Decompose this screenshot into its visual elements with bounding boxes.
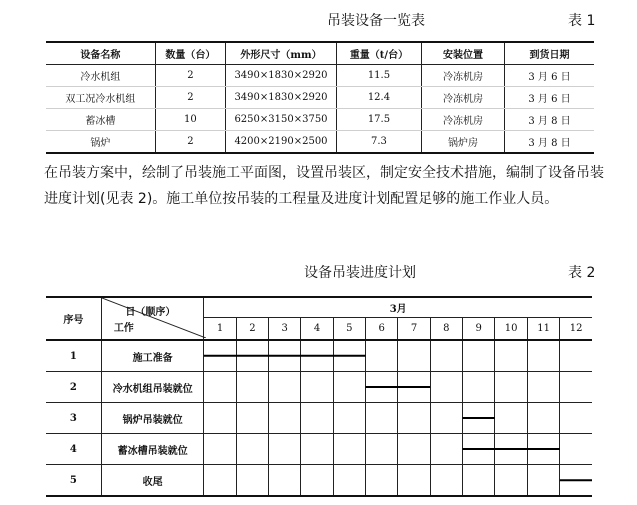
cell: 双工况冷水机组 [46,87,155,109]
day-slot [333,340,365,372]
day-slot [463,465,495,497]
cell: 7.3 [336,131,421,154]
day-slot [398,465,430,497]
seq-cell: 2 [46,372,101,403]
diagonal-header [101,297,204,340]
day-slot [560,372,592,403]
seq-header: 序号 [46,297,101,340]
day-slot [495,340,528,372]
cell: 11.5 [336,65,421,87]
day-slot [463,340,495,372]
day-slot [527,434,560,465]
cell: 3 月 8 日 [505,131,594,154]
day-slot [366,372,398,403]
day-cell: 7 [398,318,430,341]
day-slot [269,372,301,403]
cell: 6250×3150×3750 [226,109,337,131]
day-slot [301,434,333,465]
header-cell: 设备名称 [46,42,155,65]
day-cell: 9 [463,318,495,341]
day-slot [269,403,301,434]
cell: 3490×1830×2920 [226,65,337,87]
task-name-cell: 冷水机组吊装就位 [101,372,204,403]
work-label: 工作 [113,323,134,334]
cell: 17.5 [336,109,421,131]
day-slot [301,465,333,497]
day-slot [398,340,430,372]
day-slot [269,340,301,372]
task-name-cell: 蓄冰槽吊装就位 [101,434,204,465]
cell: 2 [155,65,225,87]
table1-title: 吊装设备一览表 [327,13,425,29]
day-slot [463,434,495,465]
table-row [46,403,592,434]
day-slot [301,403,333,434]
cell: 12.4 [336,87,421,109]
day-slot [333,372,365,403]
table-row [46,434,592,465]
day-slot [560,465,592,497]
day-slot [398,434,430,465]
table1-label: 表 1 [568,13,596,29]
cell: 锅炉 [46,131,155,154]
header-cell: 到货日期 [505,42,594,65]
seq-cell: 1 [46,340,101,372]
day-slot [301,340,333,372]
day-slot [301,372,333,403]
task-name-cell: 收尾 [101,465,204,497]
day-slot [236,465,268,497]
header-cell: 重量（t/台） [336,42,421,65]
cell: 2 [155,131,225,154]
body-paragraph: 在吊装方案中，绘制了吊装施工平面图，设置吊装区，制定安全技术措施，编制了设备吊装进度计划(见表 2)。施工单位按吊装的工程量及进度计划配置足够的施工作业人员。 [44,165,604,207]
table-row [46,465,592,497]
day-slot [333,403,365,434]
day-slot [560,403,592,434]
day-slot [204,372,236,403]
cell: 冷冻机房 [422,87,505,109]
day-slot [398,403,430,434]
day-slot [430,465,462,497]
day-cell: 1 [204,318,236,341]
seq-cell: 4 [46,434,101,465]
day-cell: 4 [301,318,333,341]
cell: 3 月 6 日 [505,65,594,87]
day-slot [204,434,236,465]
day-slot [463,372,495,403]
cell: 2 [155,87,225,109]
header-cell: 外形尺寸（mm） [226,42,337,65]
day-slot [527,403,560,434]
day-slot [463,403,495,434]
day-cell: 12 [560,318,592,341]
task-name-cell: 锅炉吊装就位 [101,403,204,434]
header-cell: 安装位置 [422,42,505,65]
month-header: 3月 [204,297,592,318]
day-slot [333,465,365,497]
task-name-cell: 施工准备 [101,340,204,372]
day-slot [236,434,268,465]
cell: 3490×1830×2920 [226,87,337,109]
day-cell: 3 [269,318,301,341]
day-slot [333,434,365,465]
table-row [46,372,592,403]
schedule-table [46,296,592,497]
day-slot [527,465,560,497]
day-slot [366,403,398,434]
day-slot [204,465,236,497]
table2-label: 表 2 [568,265,596,281]
day-slot [527,340,560,372]
day-slot [527,372,560,403]
day-cell: 10 [495,318,528,341]
day-slot [236,403,268,434]
seq-cell: 5 [46,465,101,497]
cell: 4200×2190×2500 [226,131,337,154]
day-cell: 6 [366,318,398,341]
day-cell: 2 [236,318,268,341]
day-slot [495,434,528,465]
day-slot [236,372,268,403]
cell: 3 月 6 日 [505,87,594,109]
table-row [46,340,592,372]
day-cell: 5 [333,318,365,341]
day-slot [269,434,301,465]
cell: 锅炉房 [422,131,505,154]
cell: 10 [155,109,225,131]
day-slot [366,434,398,465]
cell: 蓄冰槽 [46,109,155,131]
day-slot [430,434,462,465]
day-slot [236,340,268,372]
seq-cell: 3 [46,403,101,434]
cell: 3 月 8 日 [505,109,594,131]
header-cell: 数量（台） [155,42,225,65]
day-slot [495,465,528,497]
table2-title: 设备吊装进度计划 [304,265,416,281]
day-slot [366,465,398,497]
table-header-row [46,297,592,318]
day-slot [398,372,430,403]
day-cell: 8 [430,318,462,341]
day-slot [430,340,462,372]
day-slot [495,372,528,403]
day-cell: 11 [527,318,560,341]
day-slot [430,372,462,403]
day-slot [430,403,462,434]
cell: 冷水机组 [46,65,155,87]
day-slot [204,340,236,372]
day-slot [204,403,236,434]
day-order-label: 日（顺序） [125,307,176,318]
day-slot [560,434,592,465]
day-slot [560,340,592,372]
day-slot [495,403,528,434]
day-slot [366,340,398,372]
cell: 冷冻机房 [422,109,505,131]
cell: 冷冻机房 [422,65,505,87]
day-slot [269,465,301,497]
